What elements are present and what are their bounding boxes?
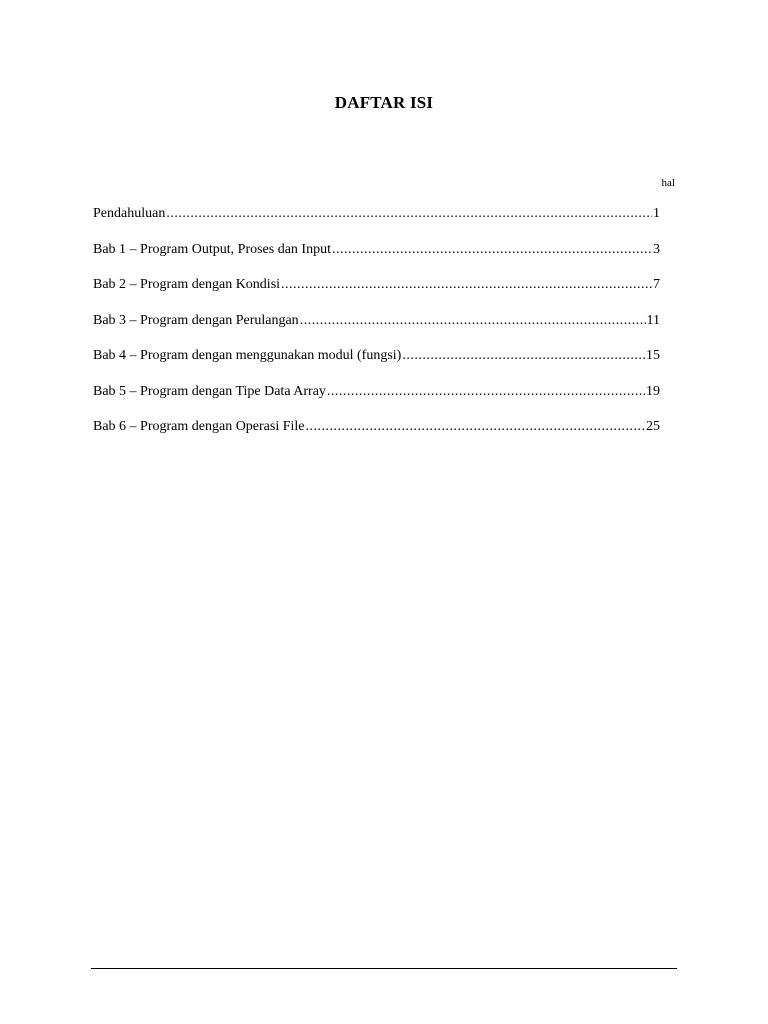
toc-entry-title: Bab 5 – Program dengan Tipe Data Array: [93, 383, 326, 399]
toc-entry-page: 3: [653, 241, 660, 257]
toc-entry[interactable]: [93, 313, 660, 349]
toc-dot-leader: [402, 348, 645, 364]
toc-entry[interactable]: [93, 348, 660, 384]
toc-dot-leader: [327, 384, 645, 400]
toc-dot-leader: [300, 313, 646, 329]
toc-entry-title: Bab 6 – Program dengan Operasi File: [93, 419, 305, 434]
toc-entry-title: Bab 2 – Program dengan Kondisi: [93, 277, 281, 292]
toc-dot-leader: [306, 419, 645, 435]
footer-divider: [91, 968, 677, 969]
toc-entry-title: Bab 1 – Program Output, Proses dan Input: [93, 241, 331, 257]
toc-entry-page: 1: [653, 206, 660, 221]
toc-entry-title: Pendahuluan: [93, 206, 166, 221]
toc-entry[interactable]: [93, 206, 660, 242]
toc-dot-leader: [332, 242, 652, 258]
table-of-contents: [93, 206, 660, 455]
toc-entry[interactable]: [93, 277, 660, 313]
toc-entry[interactable]: [93, 419, 660, 455]
page-title: DAFTAR ISI: [334, 93, 434, 112]
toc-entry-page: 15: [646, 348, 660, 363]
toc-dot-leader: [281, 277, 652, 293]
toc-entry-title: Bab 3 – Program dengan Perulangan: [93, 312, 299, 328]
page-column-label: hal: [661, 177, 675, 189]
toc-entry-page: 19: [646, 383, 660, 399]
toc-dot-leader: [166, 206, 652, 222]
toc-entry[interactable]: [93, 242, 660, 278]
toc-entry-page: 7: [653, 277, 660, 292]
toc-entry-page: 25: [646, 419, 660, 434]
toc-entry-page: 11: [646, 312, 660, 328]
toc-entry-title: Bab 4 – Program dengan menggunakan modul (fungsi): [93, 348, 402, 363]
toc-entry[interactable]: [93, 384, 660, 420]
